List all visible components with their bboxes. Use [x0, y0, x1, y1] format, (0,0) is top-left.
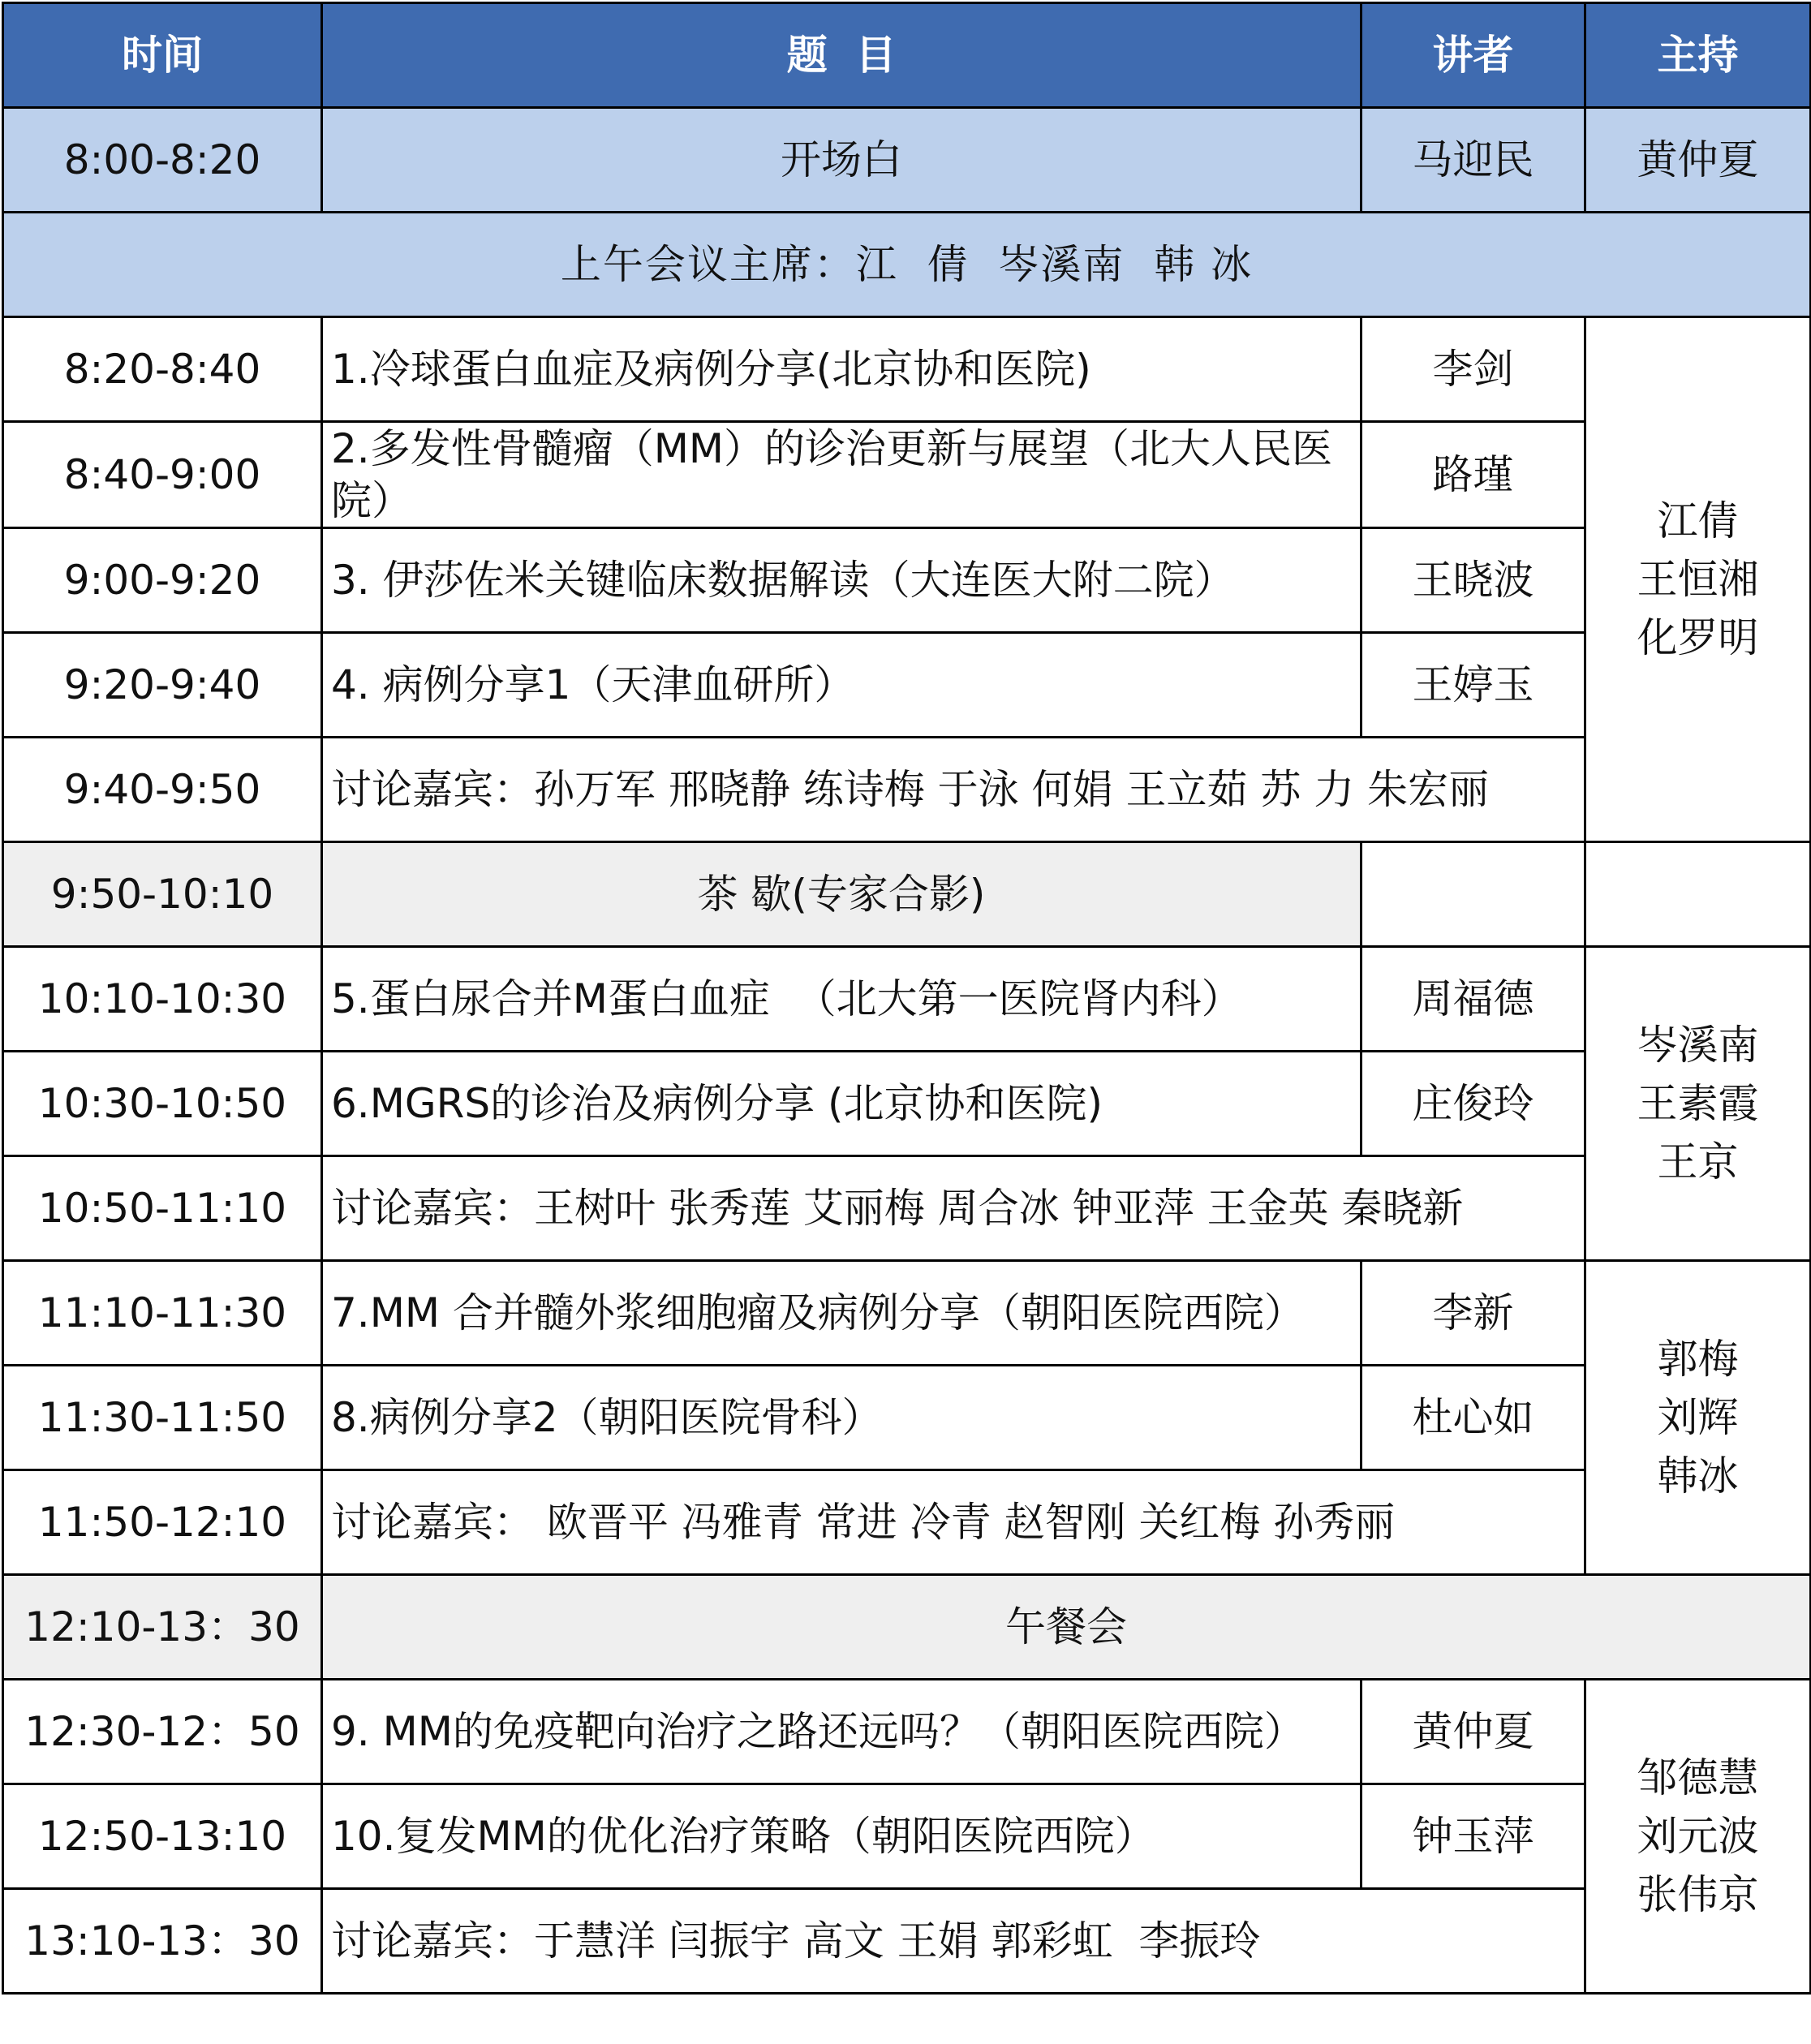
- chair-name: 刘元波: [1637, 1813, 1759, 1860]
- chair-name: 岑溪南: [1637, 1022, 1759, 1069]
- speaker-cell: 庄俊玲: [1361, 1052, 1585, 1156]
- time-cell: 12:10-13：30: [3, 1575, 322, 1680]
- time-cell: 9:00-9:20: [3, 528, 322, 633]
- lunch-row: [3, 1575, 1811, 1680]
- chair-name: 郭梅: [1657, 1336, 1739, 1383]
- table-row: [3, 317, 1811, 422]
- speaker-cell: 路瑾: [1361, 422, 1585, 528]
- chairs-cell: [1585, 317, 1811, 842]
- topic-cell: 4. 病例分享1（天津血研所）: [322, 633, 1361, 738]
- time-cell: 8:20-8:40: [3, 317, 322, 422]
- discussion-guests: 讨论嘉宾： 欧晋平 冯雅青 常进 冷青 赵智刚 关红梅 孙秀丽: [322, 1470, 1585, 1575]
- topic-cell: 8.病例分享2（朝阳医院骨科）: [322, 1366, 1361, 1470]
- time-cell: 9:40-9:50: [3, 738, 322, 842]
- time-cell: 9:50-10:10: [3, 842, 322, 947]
- time-cell: 10:50-11:10: [3, 1156, 322, 1261]
- time-cell: 11:50-12:10: [3, 1470, 322, 1575]
- chair-name: 邹德慧: [1637, 1754, 1759, 1801]
- chair-name: 化罗明: [1637, 614, 1759, 661]
- time-cell: 12:30-12：50: [3, 1680, 322, 1784]
- header-speaker: 讲者: [1361, 3, 1585, 108]
- time-cell: 13:10-13：30: [3, 1889, 322, 1994]
- chair-cell: [1585, 842, 1811, 947]
- topic-cell: 午餐会: [322, 1575, 1811, 1680]
- speaker-cell: 王晓波: [1361, 528, 1585, 633]
- opening-row: [3, 108, 1811, 213]
- speaker-cell: 周福德: [1361, 947, 1585, 1052]
- schedule-table: [2, 2, 1811, 1995]
- speaker-cell: 李新: [1361, 1261, 1585, 1366]
- topic-cell: 5.蛋白尿合并M蛋白血症 （北大第一医院肾内科）: [322, 947, 1361, 1052]
- time-cell: 8:40-9:00: [3, 422, 322, 528]
- header-chair: 主持: [1585, 3, 1811, 108]
- discussion-row: [3, 1889, 1811, 1994]
- time-cell: 12:50-13:10: [3, 1784, 322, 1889]
- chairs-cell: [1585, 947, 1811, 1261]
- topic-cell: 开场白: [322, 108, 1361, 213]
- chair-name: 王素霞: [1637, 1080, 1759, 1127]
- table-row: [3, 422, 1811, 528]
- chairs-cell: [1585, 1680, 1811, 1994]
- discussion-guests: 讨论嘉宾：于慧洋 闫振宇 高文 王娟 郭彩虹 李振玲: [322, 1889, 1585, 1994]
- time-cell: 11:30-11:50: [3, 1366, 322, 1470]
- table-row: [3, 633, 1811, 738]
- chair-name: 韩冰: [1657, 1452, 1739, 1500]
- time-cell: 8:00-8:20: [3, 108, 322, 213]
- table-row: [3, 1366, 1811, 1470]
- table-row: [3, 1680, 1811, 1784]
- topic-cell: 茶 歇(专家合影): [322, 842, 1361, 947]
- discussion-row: [3, 738, 1811, 842]
- header-time: 时间: [3, 3, 322, 108]
- table-row: [3, 1261, 1811, 1366]
- chair-name: 张伟京: [1637, 1871, 1759, 1918]
- speaker-cell: [1361, 842, 1585, 947]
- chair-name: 刘辉: [1657, 1394, 1739, 1441]
- discussion-guests: 讨论嘉宾：孙万军 邢晓静 练诗梅 于泳 何娟 王立茹 苏 力 朱宏丽: [322, 738, 1585, 842]
- chair-name: 江倩: [1657, 497, 1739, 544]
- time-cell: 10:10-10:30: [3, 947, 322, 1052]
- topic-cell: 9. MM的免疫靶向治疗之路还远吗？（朝阳医院西院）: [322, 1680, 1361, 1784]
- topic-cell: 1.冷球蛋白血症及病例分享(北京协和医院): [322, 317, 1361, 422]
- session-chair-row: [3, 213, 1811, 317]
- topic-cell: 10.复发MM的优化治疗策略（朝阳医院西院）: [322, 1784, 1361, 1889]
- chair-cell: 黄仲夏: [1585, 108, 1811, 213]
- chairs-cell: [1585, 1261, 1811, 1575]
- tea-break-row: [3, 842, 1811, 947]
- speaker-cell: 王婷玉: [1361, 633, 1585, 738]
- time-cell: 11:10-11:30: [3, 1261, 322, 1366]
- topic-text: 2.多发性骨髓瘤（MM）的诊治更新与展望（北大人民医院）: [331, 425, 1332, 524]
- chair-name: 王京: [1657, 1138, 1739, 1186]
- morning-session-title: 上午会议主席：江 倩 岑溪南 韩 冰: [3, 213, 1811, 317]
- discussion-row: [3, 1470, 1811, 1575]
- chair-name: 王恒湘: [1637, 556, 1759, 603]
- topic-cell: 7.MM 合并髓外浆细胞瘤及病例分享（朝阳医院西院）: [322, 1261, 1361, 1366]
- time-cell: 9:20-9:40: [3, 633, 322, 738]
- header-row: [3, 3, 1811, 108]
- speaker-cell: 杜心如: [1361, 1366, 1585, 1470]
- discussion-row: [3, 1156, 1811, 1261]
- speaker-cell: 马迎民: [1361, 108, 1585, 213]
- time-cell: 10:30-10:50: [3, 1052, 322, 1156]
- table-row: [3, 1052, 1811, 1156]
- table-row: [3, 1784, 1811, 1889]
- topic-cell: [322, 422, 1361, 528]
- table-row: [3, 528, 1811, 633]
- header-topic: 题 目: [322, 3, 1361, 108]
- topic-cell: 3. 伊莎佐米关键临床数据解读（大连医大附二院）: [322, 528, 1361, 633]
- speaker-cell: 钟玉萍: [1361, 1784, 1585, 1889]
- topic-cell: 6.MGRS的诊治及病例分享 (北京协和医院): [322, 1052, 1361, 1156]
- speaker-cell: 李剑: [1361, 317, 1585, 422]
- speaker-cell: 黄仲夏: [1361, 1680, 1585, 1784]
- discussion-guests: 讨论嘉宾：王树叶 张秀莲 艾丽梅 周合冰 钟亚萍 王金英 秦晓新: [322, 1156, 1585, 1261]
- table-row: [3, 947, 1811, 1052]
